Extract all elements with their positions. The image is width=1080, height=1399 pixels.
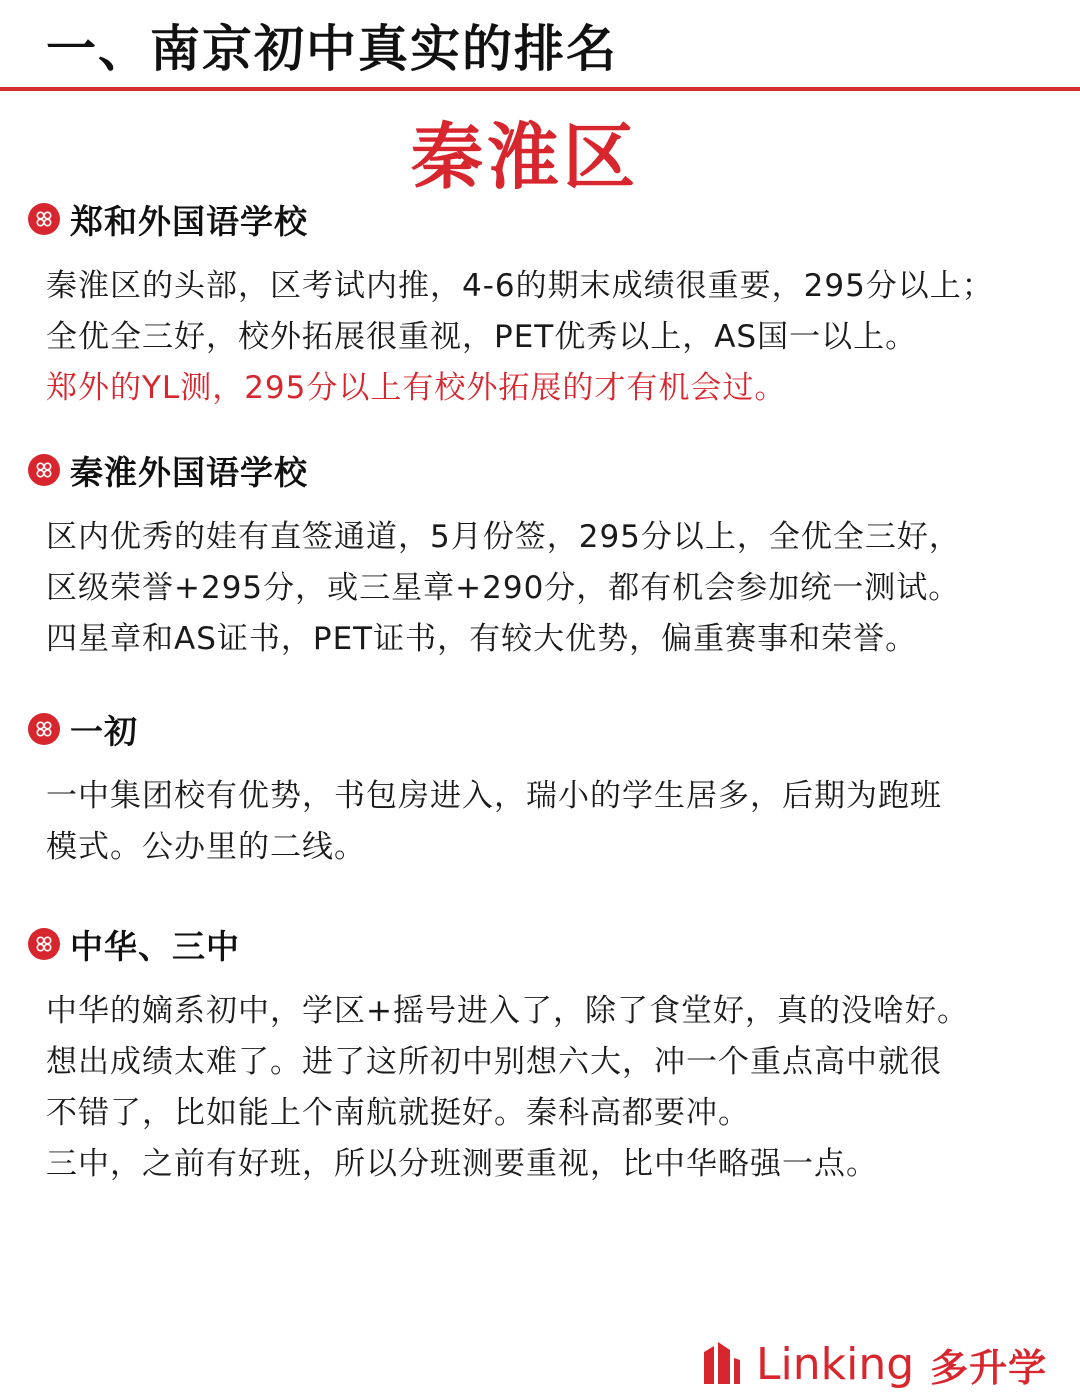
school-heading — [28, 448, 308, 492]
page-title: 一、南京初中真实的排名 — [46, 20, 618, 78]
description-line: 中华的嫡系初中，学区+摇号进入了，除了食堂好，真的没啥好。 — [46, 993, 969, 1029]
school-description — [46, 261, 1056, 414]
school-name: 中华、三中 — [70, 926, 240, 966]
title-divider — [0, 87, 1080, 91]
school-heading — [28, 707, 138, 751]
description-line: 三中，之前有好班，所以分班测要重视，比中华略强一点。 — [46, 1146, 878, 1182]
school-name: 一初 — [70, 711, 138, 751]
brand-name-english: Linking — [756, 1338, 915, 1390]
district-title: 秦淮区 — [410, 115, 639, 199]
flower-bullet-icon — [28, 454, 60, 486]
description-line: 区级荣誉+295分，或三星章+290分，都有机会参加统一测试。 — [46, 570, 961, 606]
school-heading — [28, 922, 240, 966]
school-name: 郑和外国语学校 — [70, 201, 308, 241]
description-line: 四星章和AS证书，PET证书，有较大优势，偏重赛事和荣誉。 — [46, 621, 918, 657]
brand-name-chinese: 多升学 — [930, 1345, 1048, 1390]
school-description — [46, 771, 1056, 873]
school-name: 秦淮外国语学校 — [70, 452, 308, 492]
flower-bullet-icon — [28, 928, 60, 960]
description-line: 区内优秀的娃有直签通道，5月份签，295分以上，全优全三好， — [46, 519, 961, 555]
description-line: 模式。公办里的二线。 — [46, 829, 366, 865]
highlight-line: 郑外的YL测，295分以上有校外拓展的才有机会过。 — [46, 370, 787, 406]
linking-logo-icon — [700, 1338, 744, 1390]
description-line: 秦淮区的头部，区考试内推，4-6的期末成绩很重要，295分以上； — [46, 268, 994, 304]
school-description — [46, 512, 1056, 665]
school-heading — [28, 197, 308, 241]
description-line: 想出成绩太难了。进了这所初中别想六大，冲一个重点高中就很 — [46, 1044, 942, 1080]
flower-bullet-icon — [28, 203, 60, 235]
school-description — [46, 986, 1056, 1190]
description-line: 不错了，比如能上个南航就挺好。秦科高都要冲。 — [46, 1095, 750, 1131]
brand-logo — [700, 1336, 1047, 1392]
description-line: 一中集团校有优势，书包房进入，瑞小的学生居多，后期为跑班 — [46, 778, 942, 814]
description-line: 全优全三好，校外拓展很重视，PET优秀以上，AS国一以上。 — [46, 319, 918, 355]
flower-bullet-icon — [28, 713, 60, 745]
